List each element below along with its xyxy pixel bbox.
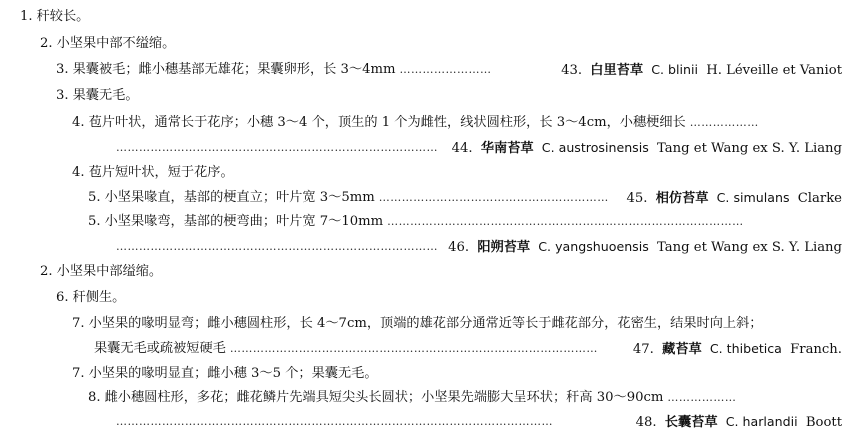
key-line	[0, 386, 842, 410]
couplet-text: 小坚果中部缢缩。	[56, 264, 163, 279]
species-number: 48.	[635, 414, 657, 430]
couplet-number: 3.	[56, 88, 69, 103]
dot-leader: ………………	[667, 391, 737, 404]
couplet-number: 8.	[88, 390, 101, 405]
key-line	[0, 186, 842, 210]
couplet-number: 2.	[40, 264, 53, 279]
key-line	[0, 84, 842, 108]
key-line	[0, 111, 842, 135]
key-line	[0, 58, 842, 82]
species-number: 46.	[448, 239, 470, 255]
species-chinese-name: 华南苔草	[480, 140, 534, 156]
key-line	[0, 260, 842, 284]
species-author: Tang et Wang ex S. Y. Liang	[657, 140, 842, 156]
species-scientific-name: C. yangshuoensis	[538, 238, 649, 254]
couplet-number: 3.	[56, 62, 69, 77]
couplet-text: 雌小穗圆柱形，多花；雌花鳞片先端具短尖头长圆状；小坚果先端膨大呈环状；秆高 30～90cm	[104, 390, 664, 405]
couplet-text: 小坚果喙弯，基部的梗弯曲；叶片宽 7～10mm	[104, 214, 384, 229]
couplet-text: 秆侧生。	[72, 290, 126, 305]
couplet-number: 7.	[72, 366, 85, 381]
couplet-number: 5.	[88, 214, 101, 229]
species-scientific-name: C. harlandii	[725, 413, 798, 429]
couplet-text: 小坚果的喙明显弯；雌小穗圆柱形，长 4～7cm，顶端的雄花部分通常近等长于雌花部分，花密生，结果时向上斜；	[88, 316, 763, 331]
species-author: H. Léveille et Vaniot	[706, 62, 842, 78]
dot-leader: …………………………………………………………………………	[116, 141, 438, 154]
species-chinese-name: 藏苔草	[662, 341, 702, 357]
key-line	[0, 312, 842, 336]
couplet-number: 2.	[40, 36, 53, 51]
dot-leader: ………………	[689, 116, 759, 129]
species-scientific-name: C. simulans	[716, 189, 790, 205]
dot-leader: …………………………………………………………………………	[116, 240, 438, 253]
species-number: 44.	[451, 140, 473, 156]
couplet-text: 果囊无毛或疏被短硬毛	[94, 341, 226, 356]
dot-leader: …………………………………………………………………………………	[387, 215, 744, 228]
couplet-text: 果囊被毛；雌小穗基部无雄花；果囊卵形，长 3～4mm	[72, 62, 396, 77]
species-number: 43.	[561, 62, 583, 78]
key-line	[0, 286, 842, 310]
couplet-number: 4.	[72, 165, 85, 180]
key-line	[0, 362, 842, 386]
species-chinese-name: 相仿苔草	[655, 190, 709, 206]
couplet-text: 小坚果喙直，基部的梗直立；叶片宽 3～5mm	[104, 190, 375, 205]
couplet-number: 7.	[72, 316, 85, 331]
key-line	[0, 235, 842, 259]
key-line	[0, 210, 842, 234]
key-line	[0, 136, 842, 160]
key-line	[0, 410, 842, 434]
dot-leader: ……………………………………………………………………………………	[229, 342, 598, 355]
key-line	[0, 32, 842, 56]
couplet-number: 4.	[72, 115, 85, 130]
couplet-number: 6.	[56, 290, 69, 305]
species-scientific-name: C. thibetica	[709, 340, 782, 356]
species-author: Boott	[805, 414, 842, 430]
dot-leader: ……………………	[399, 63, 492, 76]
species-chinese-name: 长囊苔草	[664, 414, 718, 430]
couplet-text: 果囊无毛。	[72, 88, 139, 103]
couplet-text: 小坚果的喙明显直；雌小穗 3～5 个；果囊无毛。	[88, 366, 378, 381]
species-scientific-name: C. blinii	[651, 61, 699, 77]
couplet-text: 苞片叶状，通常长于花序；小穗 3～4 个，顶生的 1 个为雌性，线状圆柱形，长 3～4cm，小穗梗细长	[88, 115, 686, 130]
species-author: Clarke	[797, 190, 842, 206]
couplet-text: 小坚果中部不缢缩。	[56, 36, 176, 51]
species-scientific-name: C. austrosinensis	[541, 139, 649, 155]
species-number: 47.	[632, 341, 654, 357]
key-line	[0, 337, 842, 361]
couplet-text: 秆较长。	[36, 9, 90, 24]
species-chinese-name: 白里苔草	[590, 62, 644, 78]
species-chinese-name: 阳朔苔草	[477, 239, 531, 255]
dot-leader: ……………………………………………………	[378, 191, 609, 204]
species-number: 45.	[626, 190, 648, 206]
couplet-number: 1.	[20, 9, 33, 24]
couplet-number: 5.	[88, 190, 101, 205]
dot-leader: ……………………………………………………………………………………………………	[116, 415, 553, 428]
key-line	[0, 5, 842, 29]
species-author: Tang et Wang ex S. Y. Liang	[657, 239, 842, 255]
key-line	[0, 161, 842, 185]
species-author: Franch.	[790, 341, 842, 357]
couplet-text: 苞片短叶状，短于花序。	[88, 165, 234, 180]
